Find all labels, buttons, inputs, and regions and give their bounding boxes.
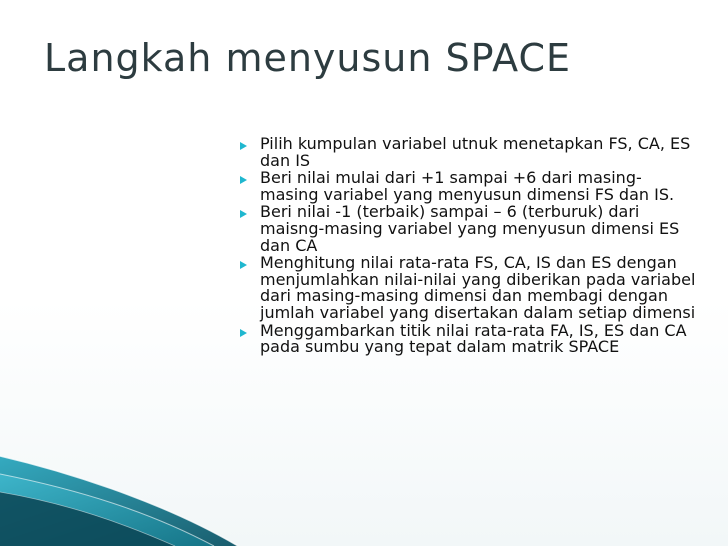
list-item [238,204,700,254]
bullet-text: Beri nilai -1 (terbaik) sampai – 6 (terburuk) dari maisng-masing variabel yang menyusun dimensi ES dan CA [260,202,680,255]
list-item [238,136,700,169]
list-item [238,320,700,357]
bullet-text: Beri nilai mulai dari +1 sampai +6 dari masing-masing variabel yang menyusun dimensi FS dan IS. [260,168,675,204]
triangle-right-icon [240,261,247,269]
triangle-right-icon [240,210,247,218]
bullet-text: Pilih kumpulan variabel utnuk menetapkan FS, CA, ES dan IS [260,134,691,170]
triangle-right-icon [240,142,247,150]
bullet-list [238,136,700,357]
bullet-text: Menggambarkan titik nilai rata-rata FA, IS, ES dan CA pada sumbu yang tepat dalam matrik SPACE [260,320,687,357]
list-item [238,170,700,203]
triangle-right-icon [240,176,247,184]
triangle-right-icon [240,329,247,337]
slide-title: Langkah menyusun SPACE [44,36,572,80]
bullet-text: Menghitung nilai rata-rata FS, CA, IS dan ES dengan menjumlahkan nilai-nilai yang diberikan pada variabel dari masing-masing dimensi dan membagi dengan jumlah variabel yang disertakan dalam setiap dimensi [260,253,696,322]
list-item [238,255,700,321]
